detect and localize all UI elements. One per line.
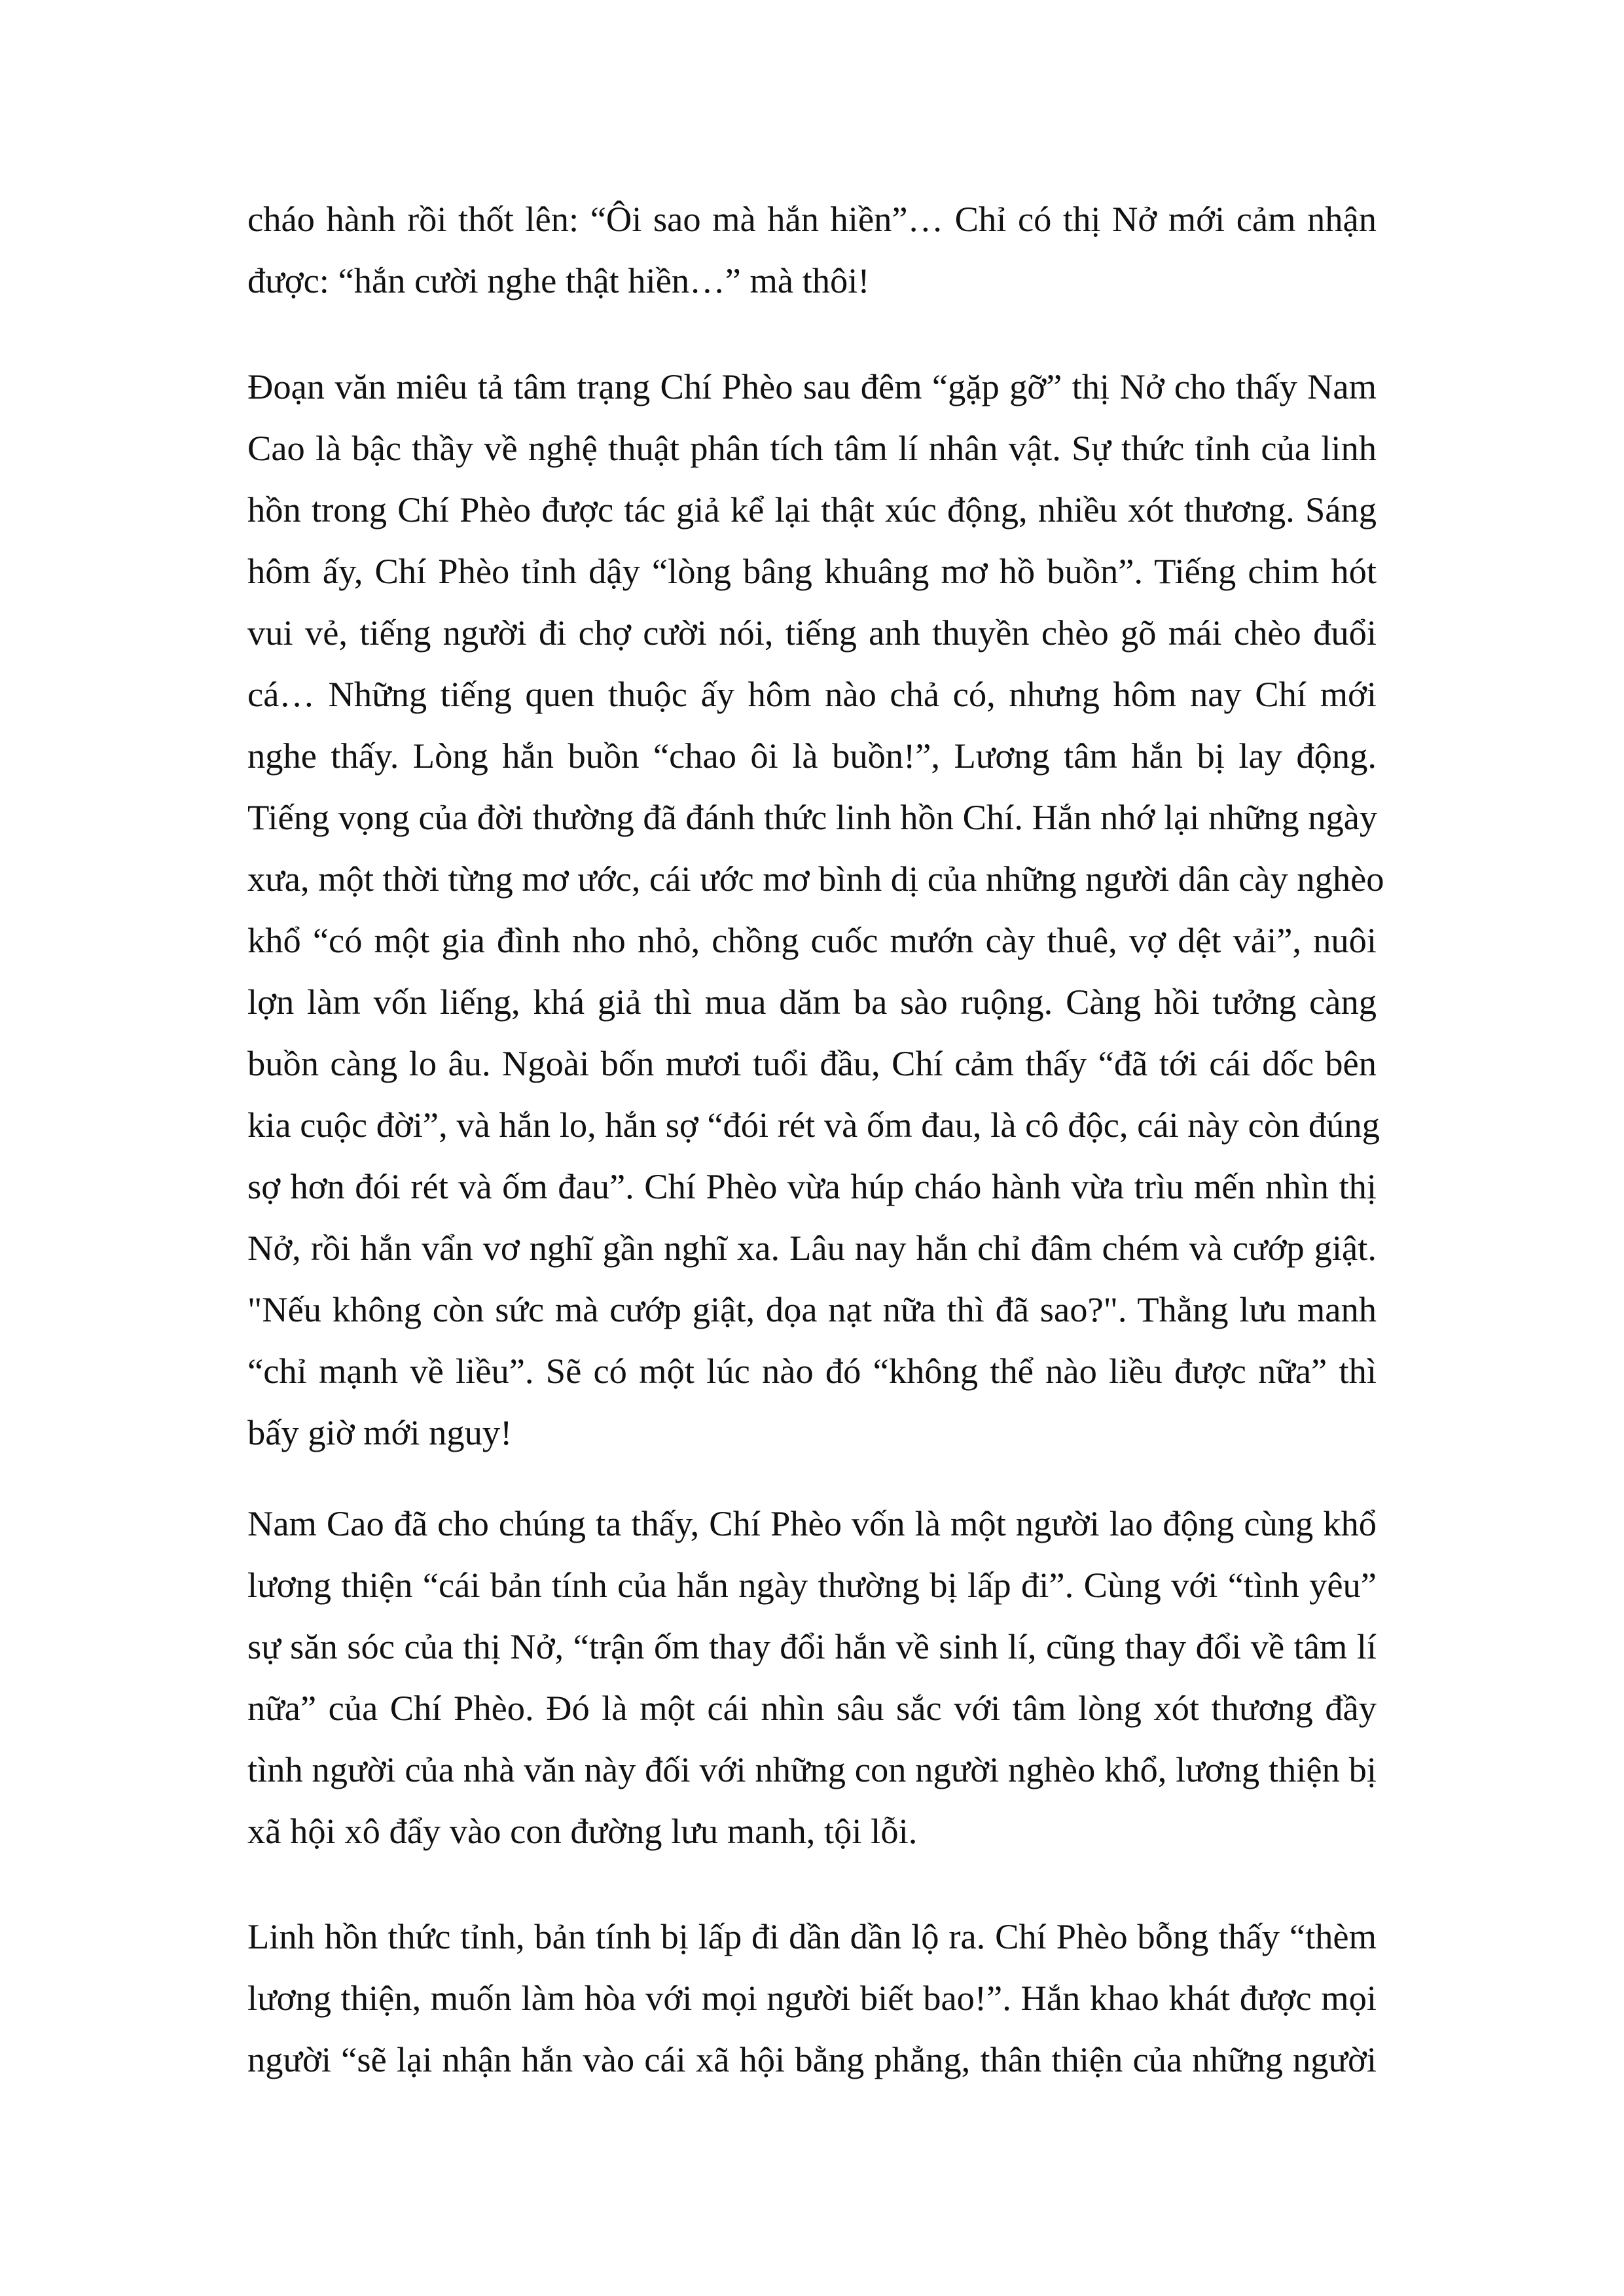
paragraph-line: lương thiện, muốn làm hòa với mọi người biết bao!”. Hắn khao khát được mọi — [247, 1978, 1377, 2018]
paragraph-line: xưa, một thời từng mơ ước, cái ước mơ bình dị của những người dân cày nghèo — [247, 859, 1384, 899]
paragraph-line: xã hội xô đẩy vào con đường lưu manh, tội lỗi. — [247, 1811, 918, 1851]
paragraph-line: tình người của nhà văn này đối với những con người nghèo khổ, lương thiện bị — [247, 1749, 1377, 1789]
paragraph-line: nữa” của Chí Phèo. Đó là một cái nhìn sâu sắc với tâm lòng xót thương đầy — [247, 1688, 1377, 1728]
paragraph-line: Nở, rồi hắn vẩn vơ nghĩ gần nghĩ xa. Lâu nay hắn chỉ đâm chém và cướp giật. — [247, 1228, 1377, 1268]
paragraph-1 — [247, 188, 1377, 312]
paragraph-line: nghe thấy. Lòng hắn buồn “chao ôi là buồn!”, Lương tâm hắn bị lay động. — [247, 736, 1377, 776]
paragraph-line: người “sẽ lại nhận hắn vào cái xã hội bằng phẳng, thân thiện của những người — [247, 2039, 1377, 2079]
paragraph-line: được: “hắn cười nghe thật hiền…” mà thôi! — [247, 260, 870, 300]
paragraph-line: "Nếu không còn sức mà cướp giật, dọa nạt nữa thì đã sao?". Thằng lưu manh — [247, 1289, 1377, 1329]
paragraph-line: bấy giờ mới nguy! — [247, 1412, 513, 1452]
paragraph-line: hồn trong Chí Phèo được tác giả kể lại thật xúc động, nhiều xót thương. Sáng — [247, 490, 1377, 529]
paragraph-line: kia cuộc đời”, và hắn lo, hắn sợ “đói rét và ốm đau, là cô độc, cái này còn đúng — [247, 1105, 1380, 1145]
paragraph-line: vui vẻ, tiếng người đi chợ cười nói, tiếng anh thuyền chèo gõ mái chèo đuổi — [247, 613, 1377, 653]
paragraph-line: khổ “có một gia đình nho nhỏ, chồng cuốc mướn cày thuê, vợ dệt vải”, nuôi — [247, 920, 1377, 960]
paragraph-4 — [247, 1906, 1377, 2090]
paragraph-line: sợ hơn đói rét và ốm đau”. Chí Phèo vừa húp cháo hành vừa trìu mến nhìn thị — [247, 1166, 1377, 1206]
paragraph-line: cháo hành rồi thốt lên: “Ôi sao mà hắn hiền”… Chỉ có thị Nở mới cảm nhận — [247, 199, 1377, 239]
paragraph-line: lợn làm vốn liếng, khá giả thì mua dăm ba sào ruộng. Càng hồi tưởng càng — [247, 982, 1377, 1022]
paragraph-line: buồn càng lo âu. Ngoài bốn mươi tuổi đầu, Chí cảm thấy “đã tới cái dốc bên — [247, 1043, 1377, 1083]
paragraph-line: Nam Cao đã cho chúng ta thấy, Chí Phèo vốn là một người lao động cùng khổ — [247, 1503, 1377, 1543]
paragraph-line: sự săn sóc của thị Nở, “trận ốm thay đổi hắn về sinh lí, cũng thay đổi về tâm lí — [247, 1626, 1377, 1666]
paragraph-line: Tiếng vọng của đời thường đã đánh thức linh hồn Chí. Hắn nhớ lại những ngày — [247, 797, 1378, 837]
paragraph-line: cá… Những tiếng quen thuộc ấy hôm nào chả có, nhưng hôm nay Chí mới — [247, 674, 1377, 714]
paragraph-line: hôm ấy, Chí Phèo tỉnh dậy “lòng bâng khuâng mơ hồ buồn”. Tiếng chim hót — [247, 551, 1377, 591]
paragraph-2 — [247, 356, 1384, 1463]
paragraph-line: lương thiện “cái bản tính của hắn ngày thường bị lấp đi”. Cùng với “tình yêu” — [247, 1565, 1377, 1605]
paragraph-line: Linh hồn thức tỉnh, bản tính bị lấp đi dần dần lộ ra. Chí Phèo bỗng thấy “thèm — [247, 1916, 1377, 1956]
paragraph-line: “chỉ mạnh về liều”. Sẽ có một lúc nào đó “không thể nào liều được nữa” thì — [247, 1351, 1377, 1391]
paragraph-3 — [247, 1493, 1377, 1862]
paragraph-line: Cao là bậc thầy về nghệ thuật phân tích tâm lí nhân vật. Sự thức tỉnh của linh — [247, 428, 1377, 468]
paragraph-line: Đoạn văn miêu tả tâm trạng Chí Phèo sau đêm “gặp gỡ” thị Nở cho thấy Nam — [247, 367, 1377, 406]
